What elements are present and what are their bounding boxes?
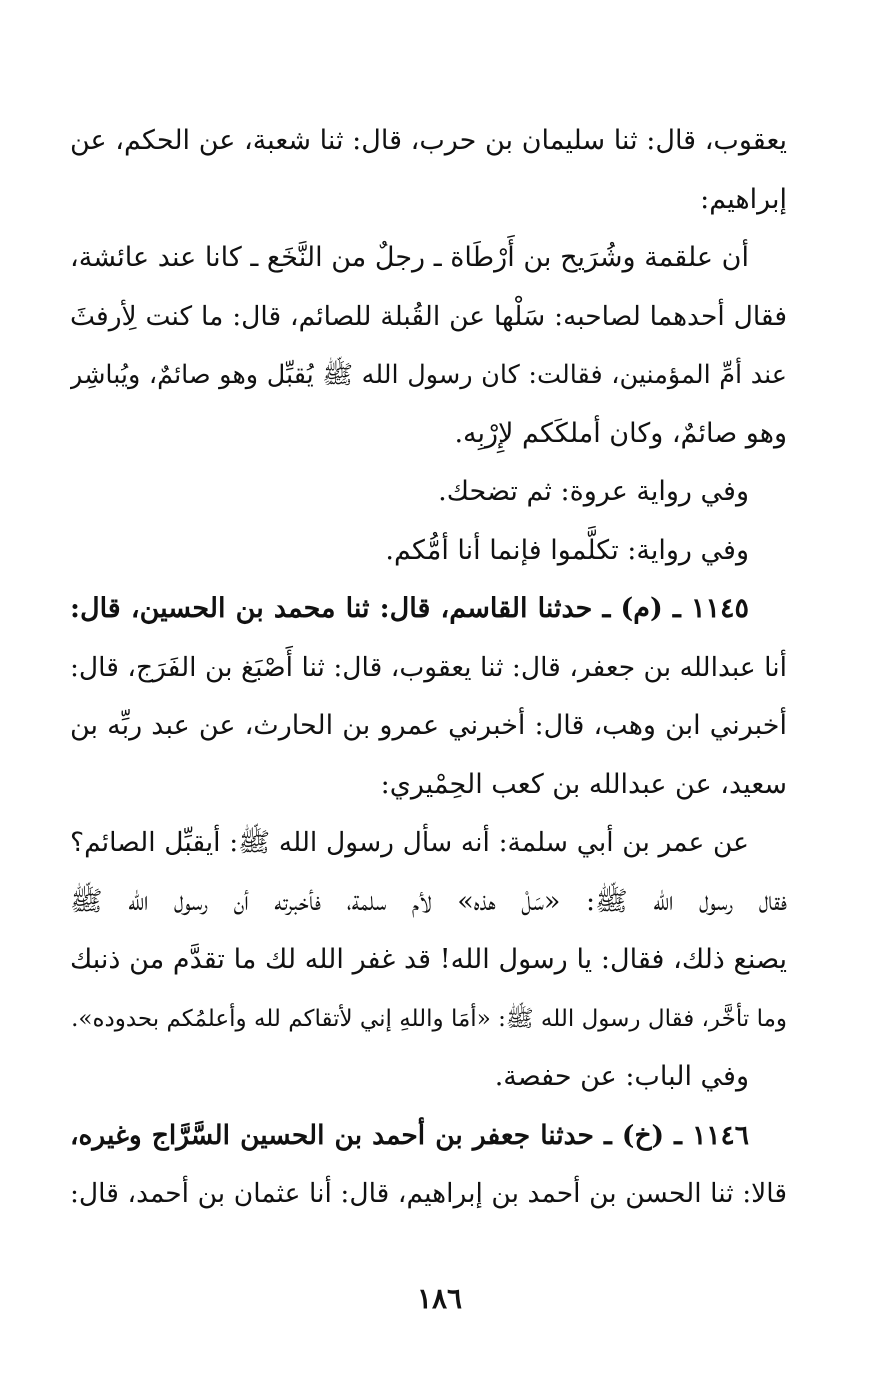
text-line: عند أمِّ المؤمنين، فقالت: كان رسول الله ﷺ يُقبِّل وهو صائمٌ، ويُباشِر <box>70 360 787 390</box>
text-line: يعقوب، قال: ثنا سليمان بن حرب، قال: ثنا شعبة، عن الحكم، عن <box>70 125 787 156</box>
text-line: أخبرني ابن وهب، قال: أخبرني عمرو بن الحارث، عن عبد ربِّه بن <box>70 710 787 741</box>
text-line: فقال أحدهما لصاحبه: سَلْها عن القُبلة للصائم، قال: ما كنت لِأرفثَ <box>70 300 787 332</box>
text-line: قالا: ثنا الحسن بن أحمد بن إبراهيم، قال: أنا عثمان بن أحمد، قال: <box>70 1178 787 1209</box>
text-line: إبراهيم: <box>700 183 787 215</box>
text-line: عن عمر بن أبي سلمة: أنه سأل رسول الله ﷺ: أيقبِّل الصائم؟ <box>70 827 749 858</box>
text-line: وهو صائمٌ، وكان أملكَكم لإِرْبِه. <box>454 417 787 449</box>
hadith-heading-line: ١١٤٦ ـ (خ) ـ حدثنا جعفر بن أحمد بن الحسين السَّرَّاج وغيره، <box>70 1119 749 1151</box>
text-line: وفي رواية عروة: ثم تضحك. <box>438 476 749 507</box>
text-line: أن علقمة وشُرَيح بن أَرْطَاة ـ رجلٌ من النَّخَع ـ كانا عند عائشة، <box>70 242 749 273</box>
text-line: وما تأخَّر، فقال رسول الله ﷺ: «أمَا واللهِ إني لأتقاكم لله وأعلمُكم بحدوده». <box>71 1005 787 1032</box>
text-line: وفي الباب: عن حفصة. <box>494 1061 749 1092</box>
body-text <box>70 112 787 1224</box>
text-line: وفي رواية: تكلَّموا فإنما أنا أمُّكم. <box>385 534 749 566</box>
text-line: سعيد، عن عبدالله بن كعب الحِمْيري: <box>380 768 787 800</box>
text-line: فقال رسول الله ﷺ: «سَلْ هذه» لأم سلمة، فأخبرته أن رسول الله ﷺ <box>70 885 787 917</box>
text-line: أنا عبدالله بن جعفر، قال: ثنا يعقوب، قال: ثنا أَصْبَغ بن الفَرَج، قال: <box>70 651 787 683</box>
text-line: يصنع ذلك، فقال: يا رسول الله! قد غفر الله لك ما تقدَّم من ذنبك <box>70 944 787 975</box>
hadith-heading-line: ١١٤٥ ـ (م) ـ حدثنا القاسم، قال: ثنا محمد بن الحسين، قال: <box>70 593 749 624</box>
page-number: ١٨٦ <box>416 1282 463 1315</box>
